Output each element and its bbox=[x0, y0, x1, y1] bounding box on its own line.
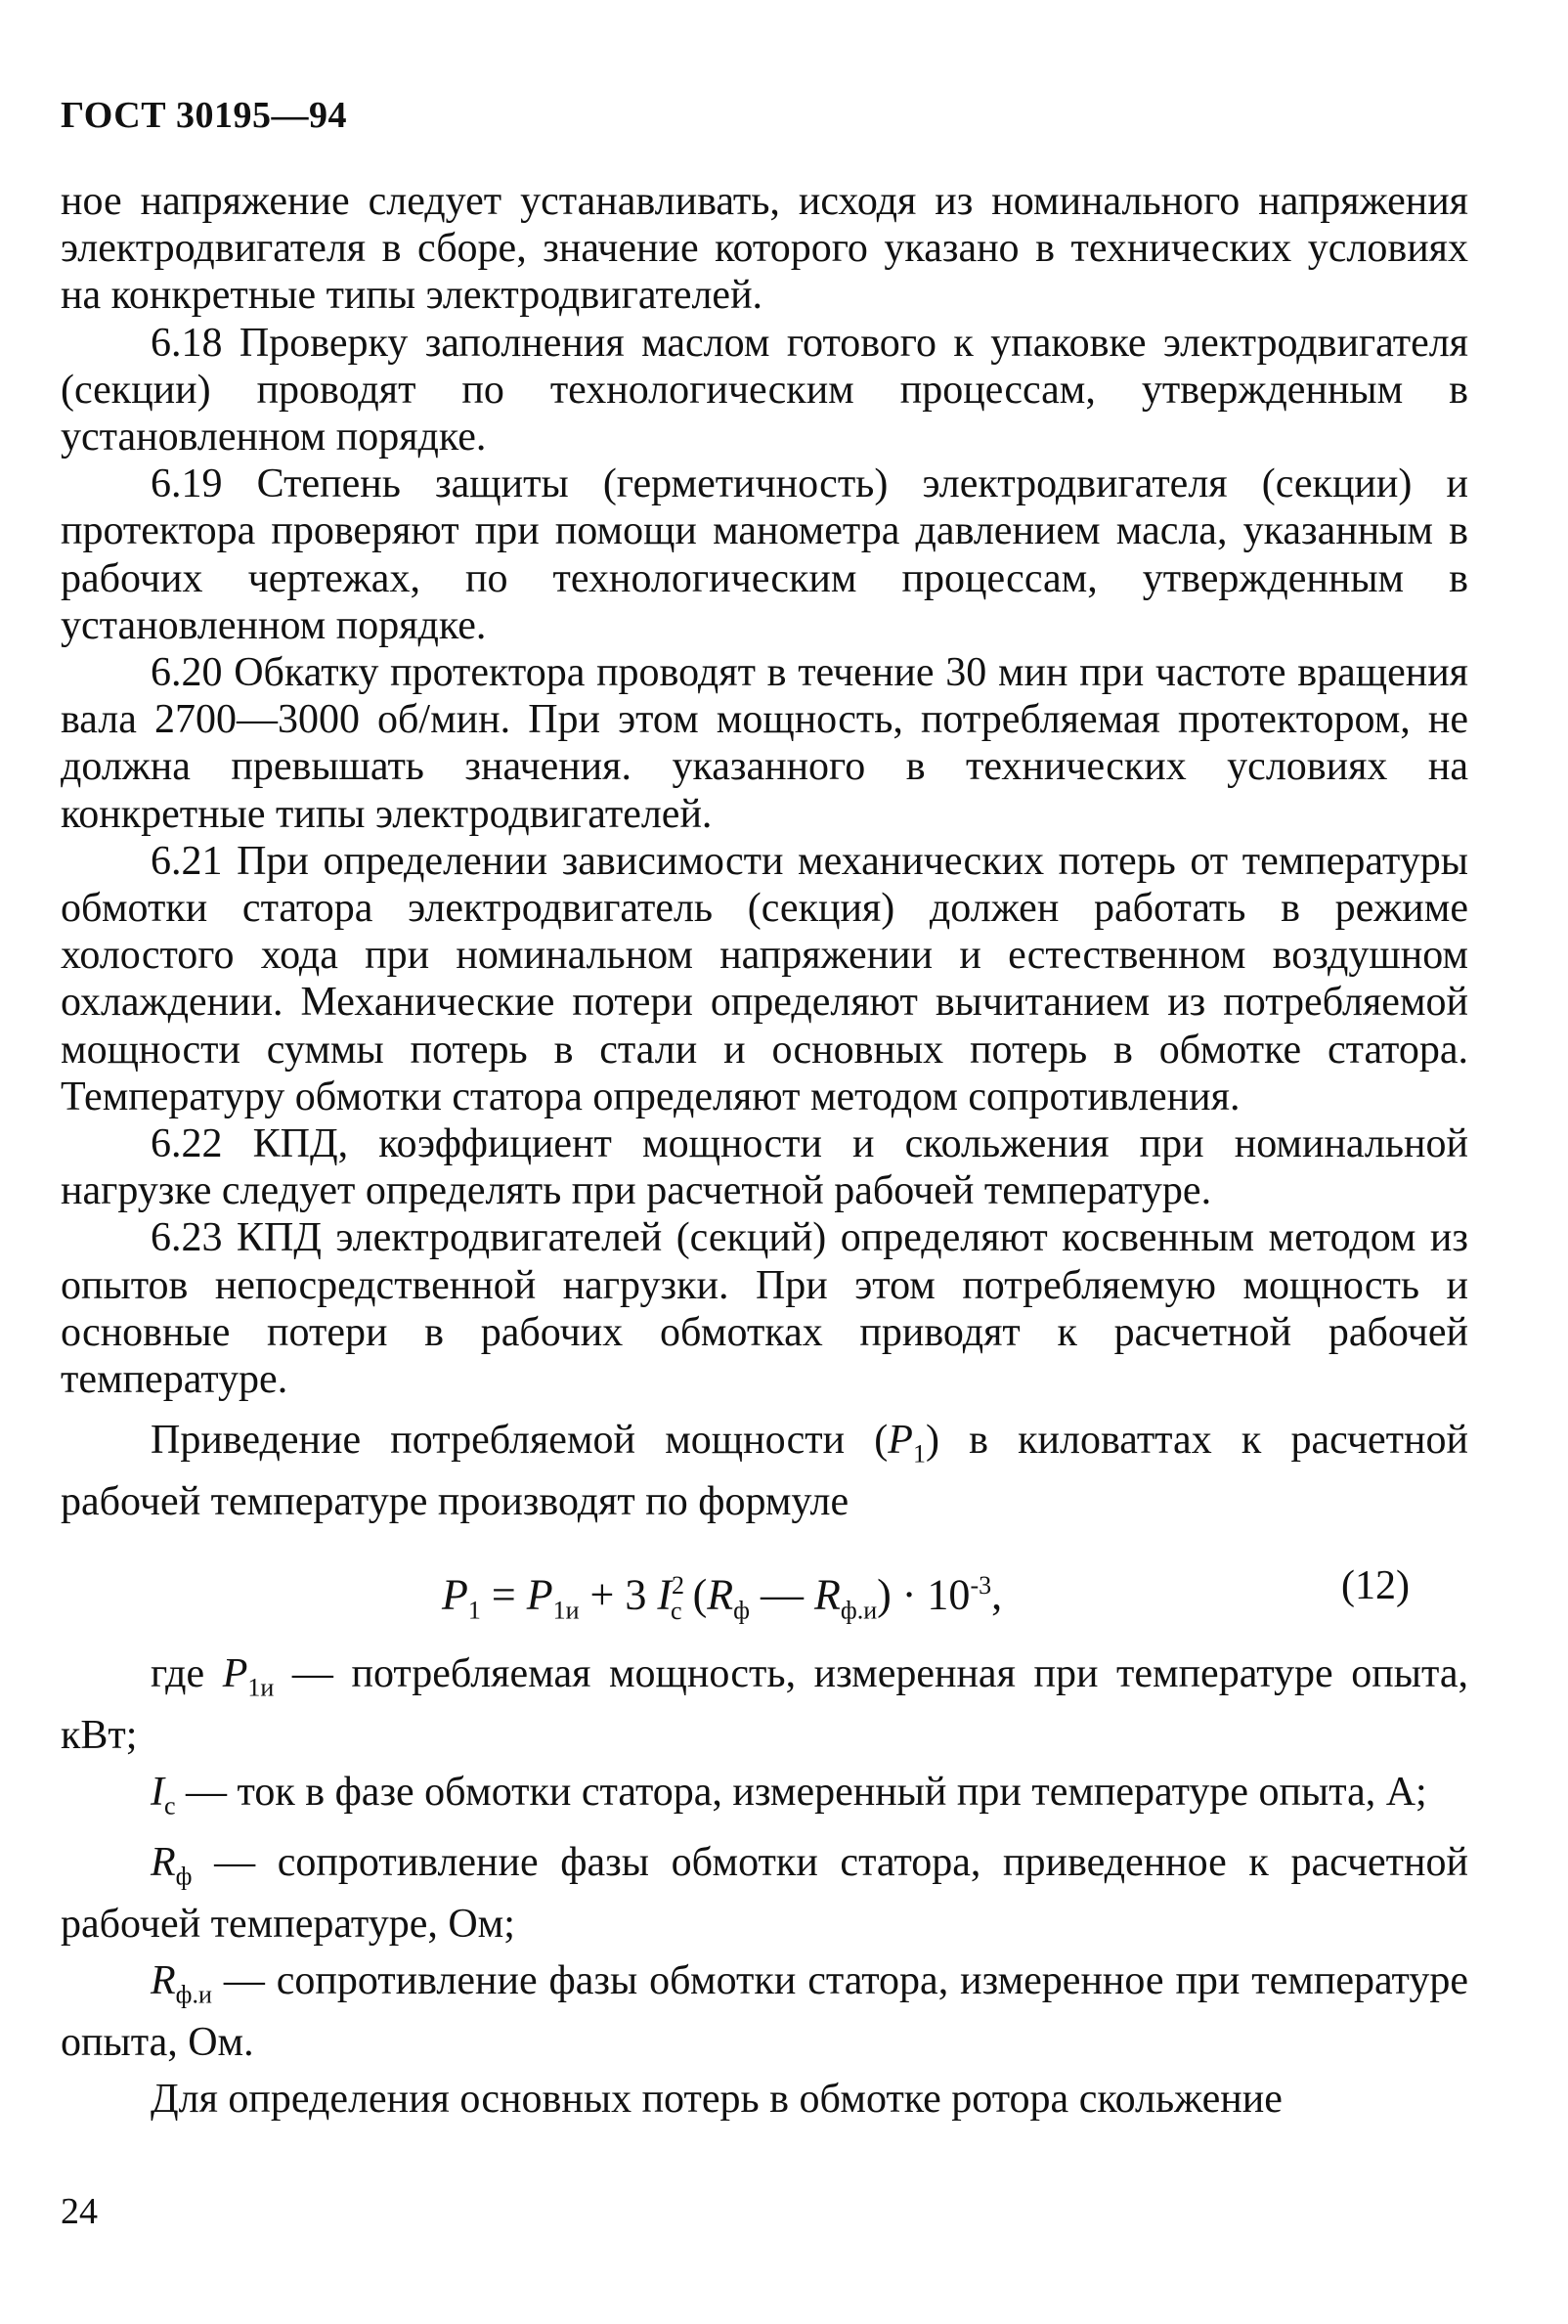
definition-p1i: где $P_{1и}$ — потребляемая мощность, измеренная при температуре опыта, кВт; bbox=[61, 1651, 1468, 1758]
intro-symbol-p1: $P_1$ bbox=[888, 1418, 926, 1469]
body-text bbox=[61, 178, 1468, 2123]
paragraph-6-21: 6.21 При определении зависимости механических потерь от температуры обмотки статора электродвигатель (секция) должен работать в режиме холостого хода при номинальном напряжении и естественном воздушном охлаждении. Механические потери определяют вычитанием из потребляемой мощности суммы потерь в стали и основных потерь в обмотке статора. Температуру обмотки статора определяют методом сопротивления. bbox=[61, 838, 1468, 1119]
paragraph-6-22: 6.22 КПД, коэффициент мощности и скольжения при номинальной нагрузке следует определять при расчетной рабочей температуре. bbox=[61, 1121, 1468, 1214]
definition-rfi: $R_{ф.и}$ — сопротивление фазы обмотки статора, измеренное при температуре опыта, Ом. bbox=[61, 1958, 1468, 2065]
paragraph-6-19: 6.19 Степень защиты (герметичность) электродвигателя (секции) и протектора проверяют при помощи манометра давлением масла, указанным в рабочих чертежах, по технологическим процессам, утвержденным в установленном порядке. bbox=[61, 461, 1468, 648]
definition-rf: $R_ф$ — сопротивление фазы обмотки статора, приведенное к расчетной рабочей температуре, Ом; bbox=[61, 1840, 1468, 1948]
paragraph-continuation: ное напряжение следует устанавливать, исходя из номинального напряжения электродвигателя в сборе, значение которого указано в технических условиях на конкретные типы электродвигателей. bbox=[61, 179, 1468, 319]
formula-row bbox=[61, 1525, 1468, 1650]
paragraph-6-23: 6.23 КПД электродвигателей (секций) определяют косвенным методом из опытов непосредственной нагрузки. При этом потребляемую мощность и основные потери в рабочих обмотках приводят к расчетной рабочей температуре. bbox=[61, 1215, 1468, 1403]
formula-number: (12) bbox=[1341, 1563, 1410, 1609]
paragraph-6-20: 6.20 Обкатку протектора проводят в течение 30 мин при частоте вращения вала 2700—3000 об/мин. При этом мощность, потребляемая протектором, не должна превышать значения. указанного в технических условиях на конкретные типы электродвигателей. bbox=[61, 650, 1468, 837]
formula-12: $P_1 = P_{1и} + 3$ $I^2_с$ ($R_ф$ — $R_{ф.и}) \cdot 10^{-3}$, bbox=[442, 1570, 1003, 1625]
intro-text-start: Приведение потребляемой мощности ( bbox=[151, 1418, 889, 1464]
paragraph-formula-intro bbox=[61, 1417, 1468, 1525]
paragraph-rotor-losses: Для определения основных потерь в обмотке ротора скольжение bbox=[151, 2077, 1283, 2123]
paragraph-6-18: 6.18 Проверку заполнения маслом готового к упаковке электродвигателя (секции) проводят по технологическим процессам, утвержденным в установленном порядке. bbox=[61, 320, 1468, 460]
intro-text-end: ) в киловаттах к расчетной рабочей температуре производят по формуле bbox=[61, 1418, 1468, 1524]
page-number: 24 bbox=[61, 2191, 98, 2232]
standard-header: ГОСТ 30195—94 bbox=[61, 95, 348, 136]
definition-ic: $I_с$ — ток в фазе обмотки статора, измеренный при температуре опыта, А; bbox=[151, 1769, 1427, 1820]
